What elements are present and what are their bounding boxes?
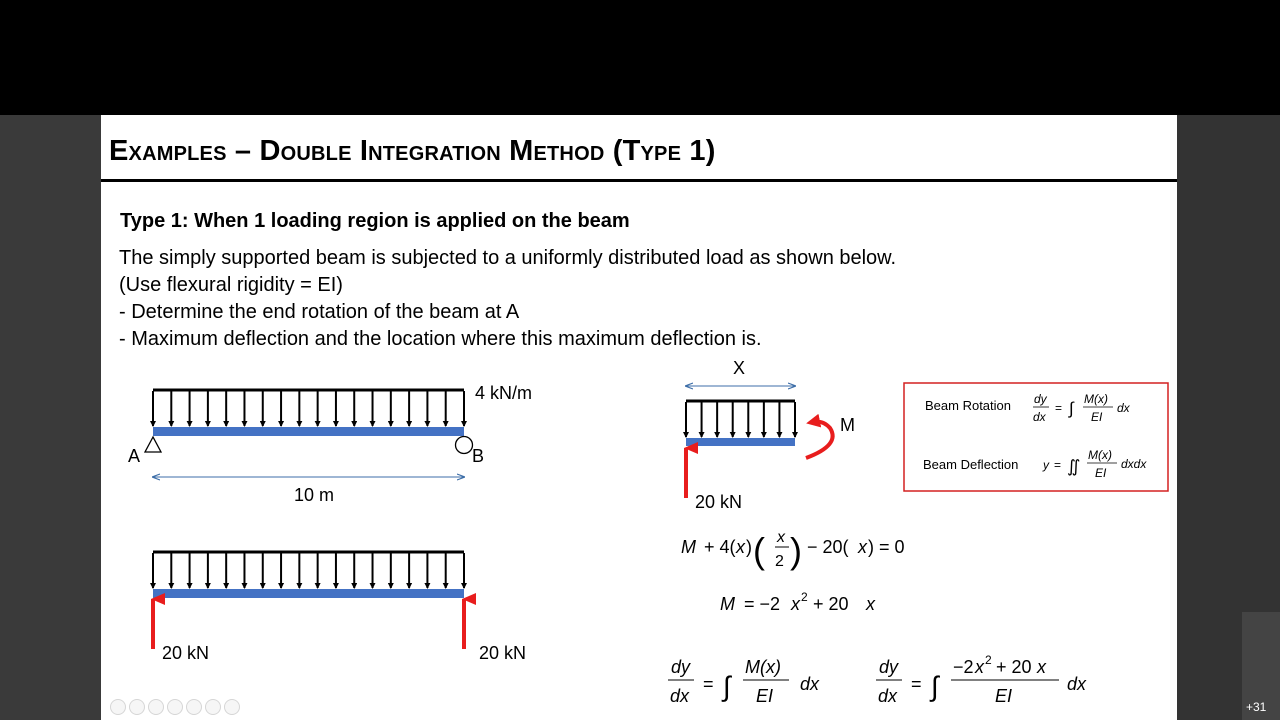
svg-text:=: = — [1055, 401, 1063, 415]
left-reaction-label: 20 kN — [162, 643, 210, 663]
problem-line-1: The simply supported beam is subjected to a uniformly distributed load as shown below. — [119, 247, 897, 269]
svg-text:x: x — [736, 537, 745, 557]
more-options-button[interactable] — [224, 699, 240, 715]
svg-text:EI: EI — [1091, 410, 1103, 424]
fbd-reaction-label: 20 kN — [695, 492, 743, 512]
pin-support-a — [145, 437, 161, 452]
svg-text:M: M — [720, 594, 735, 614]
svg-text:2: 2 — [985, 653, 992, 667]
svg-text:(: ( — [753, 530, 765, 571]
slope-substituted-equation — [876, 653, 1087, 706]
span-label: 10 m — [294, 485, 335, 505]
svg-text:= −2: = −2 — [744, 594, 781, 614]
svg-text:+ 20: + 20 — [996, 657, 1032, 677]
beam-rotation-label: Beam Rotation — [925, 398, 1011, 413]
svg-text:x: x — [858, 537, 867, 557]
svg-text:− 20(: − 20( — [807, 537, 849, 557]
reaction-beam-figure — [153, 552, 526, 663]
svg-text:M: M — [681, 537, 696, 557]
svg-text:) = 0: ) = 0 — [868, 537, 905, 557]
free-body-diagram — [686, 358, 855, 512]
moment-result-equation — [720, 590, 876, 614]
slope-general-equation — [668, 657, 820, 706]
pen-tool-button[interactable] — [148, 699, 164, 715]
svg-text:dy: dy — [1034, 392, 1047, 406]
slide-toolbar — [110, 699, 240, 715]
beam — [153, 589, 464, 598]
top-black-bar — [0, 0, 1280, 115]
support-b-label: B — [472, 446, 485, 466]
figures-canvas — [101, 115, 1177, 720]
svg-text:=: = — [1054, 458, 1062, 472]
participants-count[interactable]: +31 — [1246, 700, 1267, 714]
next-slide-button[interactable] — [129, 699, 145, 715]
subtitles-button[interactable] — [205, 699, 221, 715]
fbd-length-label: X — [733, 358, 746, 378]
svg-text:2: 2 — [775, 553, 784, 570]
svg-text:M(x): M(x) — [1088, 448, 1112, 462]
moment-balance-equation — [681, 529, 905, 571]
svg-text:dy: dy — [671, 657, 691, 677]
svg-text:=: = — [911, 674, 922, 694]
svg-text:x: x — [866, 594, 875, 614]
slides-grid-button[interactable] — [167, 699, 183, 715]
svg-text:dx: dx — [800, 674, 820, 694]
load-label: 4 kN/m — [475, 383, 533, 403]
svg-text:dx: dx — [1117, 401, 1130, 415]
svg-text:M(x): M(x) — [1084, 392, 1108, 406]
udl-arrows — [153, 553, 464, 588]
svg-text:∫: ∫ — [723, 671, 731, 702]
svg-text:dx: dx — [878, 686, 898, 706]
svg-text:dx: dx — [670, 686, 690, 706]
svg-text:x: x — [1037, 657, 1046, 677]
svg-text:dx: dx — [1067, 674, 1087, 694]
svg-text:∫: ∫ — [931, 671, 939, 702]
svg-text:∬: ∬ — [1067, 457, 1081, 476]
svg-text:dx: dx — [1033, 410, 1046, 424]
svg-text:x: x — [777, 529, 785, 546]
beam-deflection-label: Beam Deflection — [923, 457, 1019, 472]
svg-text:EI: EI — [1095, 466, 1107, 480]
problem-line-3: - Determine the end rotation of the beam at A — [119, 301, 520, 323]
problem-line-4: - Maximum deflection and the location where this maximum deflection is. — [119, 328, 762, 350]
svg-text:): ) — [790, 530, 802, 571]
fbd-udl-arrows — [686, 402, 795, 437]
svg-text:x: x — [791, 594, 800, 614]
formula-box — [904, 383, 1168, 491]
prev-slide-button[interactable] — [110, 699, 126, 715]
svg-text:=: = — [703, 674, 714, 694]
fbd-moment-label: M — [840, 415, 855, 435]
svg-text:M(x): M(x) — [745, 657, 781, 677]
problem-line-2: (Use flexural rigidity = EI) — [119, 274, 343, 296]
svg-text:y: y — [1043, 458, 1049, 472]
svg-text:2: 2 — [801, 590, 808, 604]
slide — [101, 115, 1177, 720]
internal-moment-arrow — [806, 422, 833, 458]
zoom-button[interactable] — [186, 699, 202, 715]
roller-support-b — [456, 437, 473, 454]
fbd-beam — [686, 438, 795, 446]
beam — [153, 427, 464, 436]
svg-text:+ 20: + 20 — [813, 594, 849, 614]
loaded-beam-figure — [128, 383, 532, 505]
support-a-label: A — [128, 446, 141, 466]
svg-text:x: x — [975, 657, 984, 677]
udl-arrows — [153, 391, 464, 426]
svg-text:): ) — [746, 537, 752, 557]
svg-text:+ 4(: + 4( — [704, 537, 736, 557]
svg-text:−2: −2 — [953, 657, 974, 677]
left-gutter — [0, 115, 101, 720]
right-reaction-label: 20 kN — [479, 643, 527, 663]
svg-text:dy: dy — [879, 657, 899, 677]
slide-title: Examples – Double Integration Method (Type 1) — [109, 135, 716, 167]
slide-subtitle: Type 1: When 1 loading region is applied on the beam — [120, 210, 630, 232]
svg-text:∫: ∫ — [1069, 399, 1074, 418]
svg-text:EI: EI — [995, 686, 1013, 706]
svg-text:EI: EI — [756, 686, 774, 706]
svg-text:dxdx: dxdx — [1121, 457, 1147, 471]
